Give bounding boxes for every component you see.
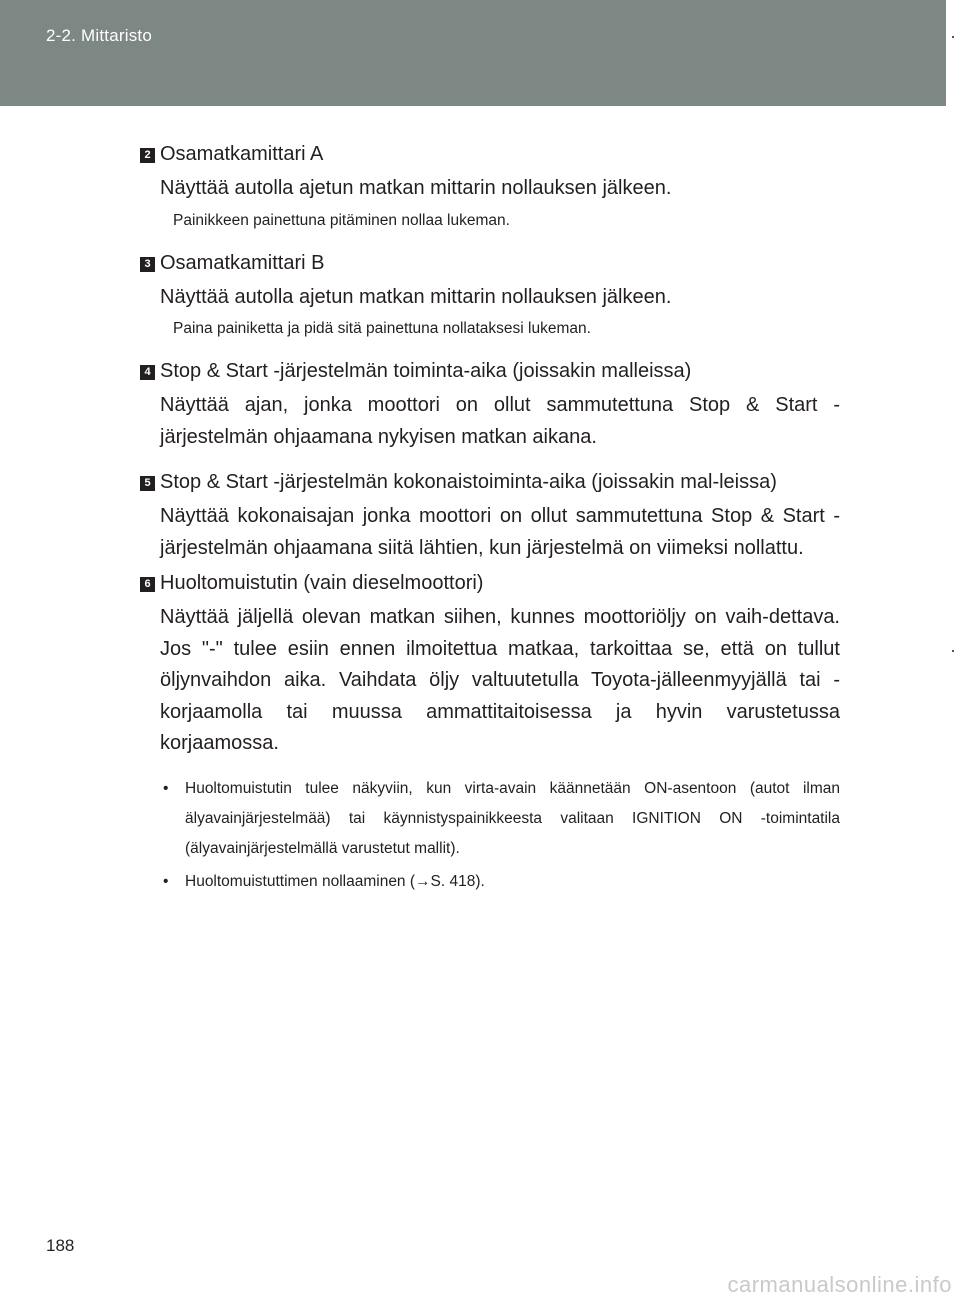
- item-description: Näyttää ajan, jonka moottori on ollut sammutettuna Stop & Start -järjestelmän ohjaamana nykyisen matkan aikana.: [160, 394, 840, 448]
- item-description: Näyttää jäljellä olevan matkan siihen, kunnes moottoriöljy on vaih-dettava. Jos "-" tulee esiin ennen ilmoitettua matkaa, tarkoittaa se, että on tullut öljynvaihdon aika. Vaihdata öljy valtuutetulla Toyota-jälleenmyyjällä tai -korjaamolla tai muussa ammattitaitoisessa ja hyvin varustetussa korjaamossa.: [160, 606, 840, 754]
- item-stop-start-time: [140, 356, 840, 453]
- item-description: Näyttää kokonaisajan jonka moottori on ollut sammutettuna Stop & Start -järjestelmän ohjaamana siitä lähtien, kun järjestelmä on viimeksi nollattu.: [160, 505, 840, 559]
- item-note: Painikkeen painettuna pitäminen nollaa lukeman.: [173, 211, 510, 229]
- note-text: Huoltomuistutin tulee näkyviin, kun virta-avain käännetään ON-asentoon (autot ilman älyavainjärjestelmää) tai käynnistyspainikkeesta valitaan IGNITION ON -toimintatila (älyavainjärjestelmällä varustetut mallit).: [185, 779, 840, 857]
- item-heading: [140, 139, 840, 170]
- page-number: 188: [46, 1236, 75, 1255]
- crop-mark: [952, 650, 954, 652]
- item-description: Näyttää autolla ajetun matkan mittarin nollauksen jälkeen.: [160, 177, 672, 199]
- item-number-badge: 6: [140, 577, 155, 592]
- item-title: Stop & Start -järjestelmän kokonaistoiminta-aika (joissakin mal-leissa): [160, 471, 777, 493]
- item-heading: [140, 467, 840, 498]
- item-note: Paina painiketta ja pidä sitä painettuna nollataksesi lukeman.: [173, 320, 591, 337]
- section-header: [0, 0, 946, 106]
- item-number-badge: 3: [140, 257, 155, 272]
- bullet: •: [163, 872, 169, 890]
- item-heading: [140, 568, 840, 599]
- crop-mark: [952, 36, 954, 38]
- item-title: Osamatkamittari B: [160, 251, 325, 274]
- note-text: Huoltomuistuttimen nollaaminen (→S. 418).: [185, 872, 485, 890]
- item-description: Näyttää autolla ajetun matkan mittarin nollauksen jälkeen.: [160, 285, 672, 308]
- item-title: Stop & Start -järjestelmän toiminta-aika (joissakin malleissa): [160, 360, 692, 382]
- item-stop-start-total-time: [140, 467, 840, 564]
- item-title: Osamatkamittari A: [160, 143, 324, 165]
- item-number-badge: 2: [140, 148, 155, 163]
- item-number-badge: 5: [140, 476, 155, 491]
- item-heading: [140, 248, 840, 279]
- item-heading: [140, 356, 840, 387]
- notes-list: [140, 774, 840, 897]
- page-content: [140, 139, 840, 897]
- section-title: 2-2. Mittaristo: [46, 26, 152, 45]
- item-service-reminder: [140, 568, 840, 760]
- item-number-badge: 4: [140, 365, 155, 380]
- item-trip-meter-b: [140, 248, 840, 341]
- watermark: carmanualsonline.info: [727, 1272, 952, 1297]
- note-item: [160, 867, 840, 897]
- bullet: •: [163, 779, 169, 797]
- item-trip-meter-a: [140, 139, 840, 232]
- note-item: [160, 774, 840, 864]
- item-title: Huoltomuistutin (vain dieselmoottori): [160, 572, 484, 594]
